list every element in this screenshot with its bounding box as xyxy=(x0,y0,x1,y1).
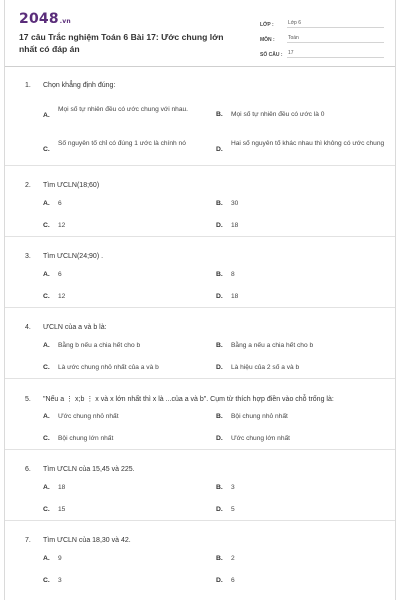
question-1: 1. Chọn khẳng định đúng: A. Mọi số tự nhiên đều có ước chung với nhau. B. Mọi số tự nhiên đều có ước là 0 C. Số nguyên tố chỉ có đúng 1 ước là chính nó D. Hai số nguyên tố khác nhau thì không có ước chung xyxy=(5,66,395,166)
question-list xyxy=(5,66,395,600)
question-stem: 5. "Nếu a ⋮ x;b ⋮ x và x lớn nhất thì x là ...của a và b". Cụm từ thích hợp điền vào chỗ trống là: xyxy=(25,396,334,403)
quiz-page xyxy=(4,0,396,600)
question-stem: 6. Tìm ƯCLN của 15,45 và 225. xyxy=(25,466,135,473)
question-stem: 1. Chọn khẳng định đúng: xyxy=(25,82,116,89)
question-4: 4. ƯCLN của a và b là: A. Bằng b nếu a chia hết cho b B. Bằng a nếu a chia hết cho b C. Là ước chung nhỏ nhất của a và b D. Là hiệu của 2 số a và b xyxy=(5,308,395,379)
question-stem: 4. ƯCLN của a và b là: xyxy=(25,324,107,331)
question-7: 7. Tìm ƯCLN của 18,30 và 42. A. 9 B. 2 C. 3 D. 6 xyxy=(25,537,235,584)
question-5: 5. "Nếu a ⋮ x;b ⋮ x và x lớn nhất thì x là ...của a và b". Cụm từ thích hợp điền vào chỗ trống là: A. Ước chung nhỏ nhất B. Bội chung nhỏ nhất C. Bội chung lớn nhất D. Ước chung lớn nhất xyxy=(5,379,395,450)
meta-subject: MÔN : Toán xyxy=(260,28,384,43)
question-6: 6. Tìm ƯCLN của 15,45 và 225. A. 18 B. 3 C. 15 D. 5 xyxy=(5,450,395,521)
question-2: 2. Tìm ƯCLN(18;60) A. 6 B. 30 C. 12 D. 18 xyxy=(5,166,395,237)
meta-class: LỚP : Lớp 6 xyxy=(260,13,384,28)
question-stem: 7. Tìm ƯCLN của 18,30 và 42. xyxy=(25,537,131,544)
question-stem: 3. Tìm ƯCLN(24;90) . xyxy=(25,253,104,260)
question-3: 3. Tìm ƯCLN(24;90) . A. 6 B. 8 C. 12 D. 18 xyxy=(5,237,395,308)
meta-question-count: SỐ CÂU : 17 xyxy=(260,43,384,58)
quiz-title: 17 câu Trắc nghiệm Toán 6 Bài 17: Ước chung lớn nhất có đáp án xyxy=(19,32,224,54)
site-logo[interactable]: 2048.vn xyxy=(19,11,71,27)
page-header xyxy=(5,0,395,67)
quiz-meta xyxy=(260,13,384,58)
question-stem: 2. Tìm ƯCLN(18;60) xyxy=(25,182,100,189)
